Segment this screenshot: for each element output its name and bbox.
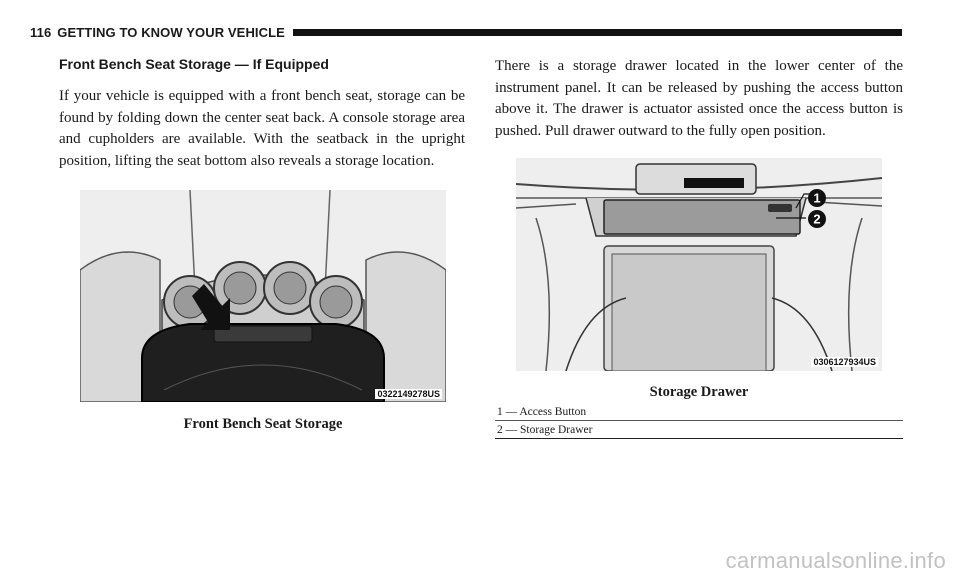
figure-legend — [495, 403, 903, 439]
chapter-title: GETTING TO KNOW YOUR VEHICLE — [57, 24, 285, 40]
figure-code: 0322149278US — [377, 389, 440, 399]
storage-drawer-paragraph: There is a storage drawer located in the lower center of the instrument panel. It can be released by pushing the access button above it. The drawer is actuator assisted once the access button is pushed. Pull drawer outward to the fully open position. — [495, 58, 903, 139]
figure-caption: Storage Drawer — [649, 384, 749, 400]
legend-row: 1 — Access Button — [495, 403, 903, 421]
page-header — [30, 24, 902, 40]
legend-row: 2 — Storage Drawer — [495, 421, 903, 439]
callout-1: 1 — [813, 190, 821, 206]
storage-drawer-illustration — [516, 158, 882, 371]
bench-seat-illustration — [80, 190, 446, 402]
storage-drawer-figure — [516, 158, 882, 371]
watermark: carmanualsonline.info — [725, 548, 946, 573]
figure-code: 0306127934US — [813, 357, 876, 367]
section-title: Front Bench Seat Storage — If Equipped — [59, 56, 329, 72]
bench-seat-figure — [80, 190, 446, 402]
page-number: 116 — [30, 24, 52, 40]
figure-caption: Front Bench Seat Storage — [183, 416, 343, 432]
callout-2: 2 — [813, 211, 821, 227]
header-rule — [293, 29, 902, 36]
bench-seat-paragraph: If your vehicle is equipped with a front bench seat, storage can be found by folding down the center seat back. A console storage area and cupholders are available. With the seatback in the upright position, lifting the seat bottom also reveals a storage location. — [59, 88, 465, 169]
